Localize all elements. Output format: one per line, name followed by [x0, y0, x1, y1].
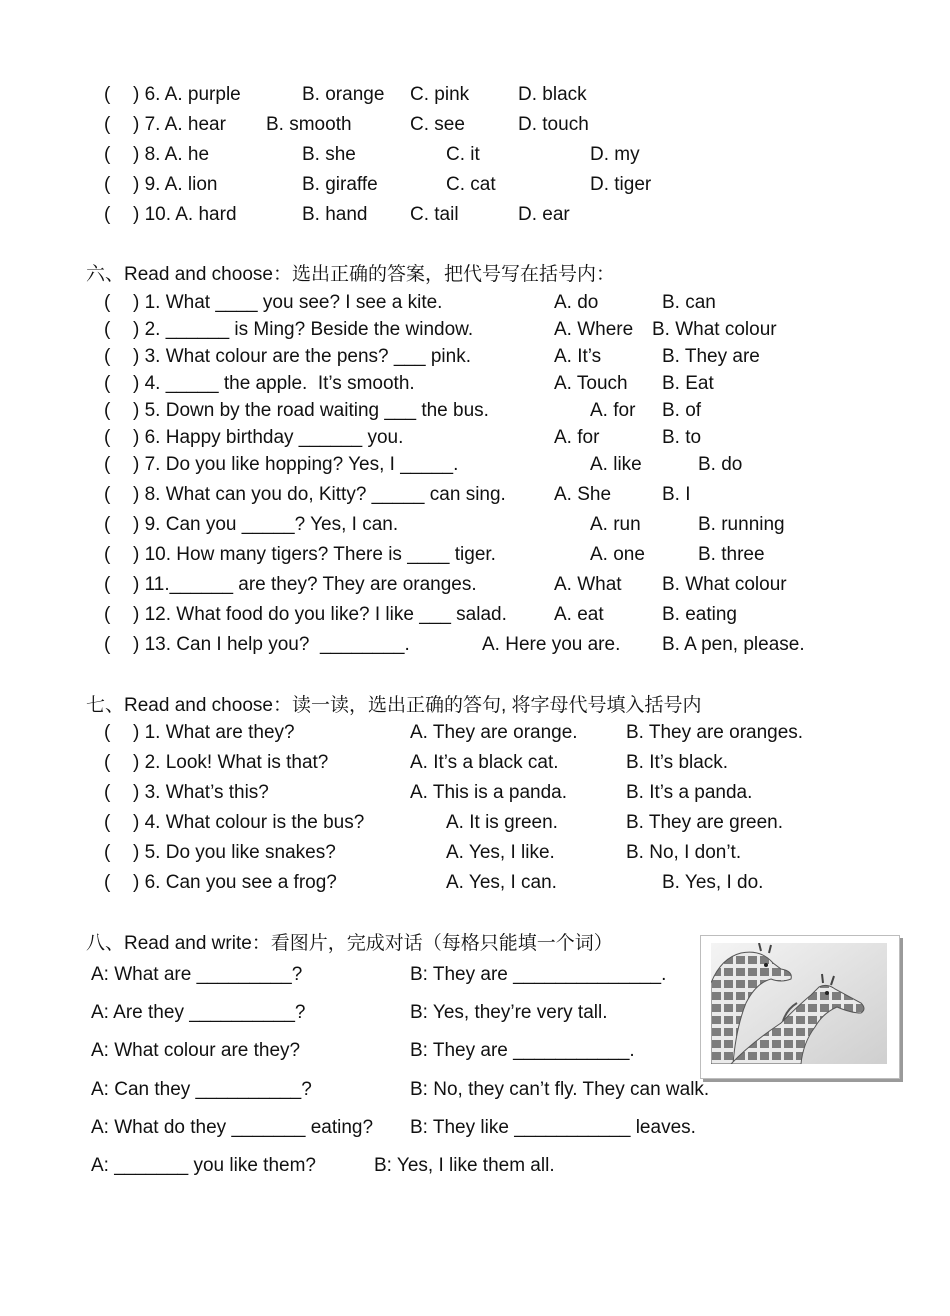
question-text: ) 10. How many tigers? There is ____ tiger. — [133, 544, 496, 565]
option-b: B. What colour — [662, 574, 787, 595]
answer-paren[interactable]: ( — [104, 400, 111, 421]
option-a: A. like — [590, 454, 642, 475]
option-a: A. It’s a black cat. — [410, 752, 559, 773]
dialogue-a: A: Are they __________? — [91, 1002, 306, 1023]
question-text: ) 3. What’s this? — [133, 782, 269, 803]
dialogue-b: B: They like ___________ leaves. — [410, 1117, 696, 1138]
option-b: B. of — [662, 400, 702, 421]
option-b: B. can — [662, 292, 716, 313]
answer-paren[interactable]: ( — [104, 514, 111, 535]
option-c: C. tail — [410, 204, 459, 225]
option-d: D. black — [518, 84, 587, 105]
question-text: ) 8. What can you do, Kitty? _____ can sing. — [133, 484, 506, 505]
question-text: ) 12. What food do you like? I like ___ salad. — [133, 604, 507, 625]
option-b: B. It’s black. — [626, 752, 729, 773]
answer-paren[interactable]: ( — [104, 84, 111, 105]
answer-paren[interactable]: ( — [104, 842, 111, 863]
dialogue-b: B: They are ___________. — [410, 1040, 635, 1061]
option-b: B. They are oranges. — [626, 722, 804, 743]
dialogue-a: A: Can they __________? — [91, 1079, 312, 1100]
section8-heading: 八、Read and write：看图片，完成对话（每格只能填一个词） — [86, 933, 613, 954]
option-a: A. Where — [554, 319, 634, 340]
option-b: B. Eat — [662, 373, 714, 394]
dialogue-b: B: No, they can’t fly. They can walk. — [410, 1079, 710, 1100]
option-b: B. I — [662, 484, 691, 505]
option-a: A. She — [554, 484, 612, 505]
option-d: D. tiger — [590, 174, 652, 195]
option-a: A. This is a panda. — [410, 782, 568, 803]
question-text: ) 9. Can you _____? Yes, I can. — [133, 514, 399, 535]
option-a: A. Yes, I like. — [446, 842, 555, 863]
option-c: C. see — [410, 114, 465, 135]
option-a: A. It is green. — [446, 812, 558, 833]
option-b: B. What colour — [652, 319, 777, 340]
dialogue-a: A: What are _________? — [91, 964, 303, 985]
option-b: B. They are green. — [626, 812, 784, 833]
option-a: A. What — [554, 574, 622, 595]
answer-paren[interactable]: ( — [104, 752, 111, 773]
question-text: ) 2. ______ is Ming? Beside the window. — [133, 319, 474, 340]
question-text: ) 1. What ____ you see? I see a kite. — [133, 292, 443, 313]
question-text: ) 13. Can I help you? ________. — [133, 634, 410, 655]
question-number: ) 6. A. purple — [133, 84, 241, 105]
giraffe-image — [711, 943, 887, 1064]
option-a: A. Here you are. — [482, 634, 621, 655]
question-number: ) 10. A. hard — [133, 204, 237, 225]
option-a: A. for — [554, 427, 600, 448]
question-text: ) 2. Look! What is that? — [133, 752, 329, 773]
question-number: ) 8. A. he — [133, 144, 210, 165]
option-a: A. do — [554, 292, 599, 313]
option-a: A. eat — [554, 604, 604, 625]
option-c: C. pink — [410, 84, 470, 105]
answer-paren[interactable]: ( — [104, 574, 111, 595]
answer-paren[interactable]: ( — [104, 114, 111, 135]
answer-paren[interactable]: ( — [104, 544, 111, 565]
section7-heading: 七、Read and choose：读一读，选出正确的答句, 将字母代号填入括号内 — [86, 695, 702, 716]
answer-paren[interactable]: ( — [104, 144, 111, 165]
option-b: B. hand — [302, 204, 368, 225]
answer-paren[interactable]: ( — [104, 319, 111, 340]
question-text: ) 4. What colour is the bus? — [133, 812, 365, 833]
question-number: ) 7. A. hear — [133, 114, 226, 135]
option-b: B. No, I don’t. — [626, 842, 742, 863]
answer-paren[interactable]: ( — [104, 174, 111, 195]
question-text: ) 11.______ are they? They are oranges. — [133, 574, 477, 595]
option-b: B. A pen, please. — [662, 634, 805, 655]
dialogue-b: B: Yes, I like them all. — [374, 1155, 555, 1176]
dialogue-a: A: _______ you like them? — [91, 1155, 316, 1176]
answer-paren[interactable]: ( — [104, 484, 111, 505]
dialogue-a: A: What do they _______ eating? — [91, 1117, 374, 1138]
option-b: B. running — [698, 514, 785, 535]
option-d: D. touch — [518, 114, 589, 135]
option-a: A. run — [590, 514, 641, 535]
answer-paren[interactable]: ( — [104, 634, 111, 655]
option-a: A. Touch — [554, 373, 628, 394]
answer-paren[interactable]: ( — [104, 346, 111, 367]
answer-paren[interactable]: ( — [104, 454, 111, 475]
dialogue-b: B: They are ______________. — [410, 964, 667, 985]
option-c: C. cat — [446, 174, 496, 195]
question-number: ) 9. A. lion — [133, 174, 218, 195]
answer-paren[interactable]: ( — [104, 292, 111, 313]
option-b: B. giraffe — [302, 174, 378, 195]
question-text: ) 4. _____ the apple. It’s smooth. — [133, 373, 415, 394]
option-b: B. Yes, I do. — [662, 872, 764, 893]
option-a: A. one — [590, 544, 645, 565]
option-a: A. They are orange. — [410, 722, 578, 743]
section6-heading: 六、Read and choose：选出正确的答案，把代号写在括号内： — [86, 264, 615, 285]
option-b: B. It’s a panda. — [626, 782, 753, 803]
dialogue-b: B: Yes, they’re very tall. — [410, 1002, 608, 1023]
question-text: ) 5. Down by the road waiting ___ the bus. — [133, 400, 489, 421]
question-text: ) 6. Happy birthday ______ you. — [133, 427, 404, 448]
option-d: D. my — [590, 144, 640, 165]
answer-paren[interactable]: ( — [104, 722, 111, 743]
answer-paren[interactable]: ( — [104, 872, 111, 893]
option-b: B. do — [698, 454, 743, 475]
option-b: B. eating — [662, 604, 737, 625]
option-b: B. smooth — [266, 114, 352, 135]
answer-paren[interactable]: ( — [104, 204, 111, 225]
dialogue-a: A: What colour are they? — [91, 1040, 301, 1061]
option-d: D. ear — [518, 204, 570, 225]
giraffe-photo — [700, 935, 900, 1079]
option-a: A. It’s — [554, 346, 602, 367]
option-b: B. orange — [302, 84, 385, 105]
answer-paren[interactable]: ( — [104, 604, 111, 625]
answer-paren[interactable]: ( — [104, 427, 111, 448]
option-b: B. she — [302, 144, 356, 165]
option-b: B. three — [698, 544, 765, 565]
question-text: ) 3. What colour are the pens? ___ pink. — [133, 346, 471, 367]
answer-paren[interactable]: ( — [104, 373, 111, 394]
question-text: ) 6. Can you see a frog? — [133, 872, 337, 893]
option-b: B. They are — [662, 346, 760, 367]
question-text: ) 7. Do you like hopping? Yes, I _____. — [133, 454, 459, 475]
answer-paren[interactable]: ( — [104, 782, 111, 803]
option-c: C. it — [446, 144, 480, 165]
option-b: B. to — [662, 427, 702, 448]
option-a: A. Yes, I can. — [446, 872, 557, 893]
option-a: A. for — [590, 400, 636, 421]
question-text: ) 1. What are they? — [133, 722, 295, 743]
question-text: ) 5. Do you like snakes? — [133, 842, 336, 863]
answer-paren[interactable]: ( — [104, 812, 111, 833]
